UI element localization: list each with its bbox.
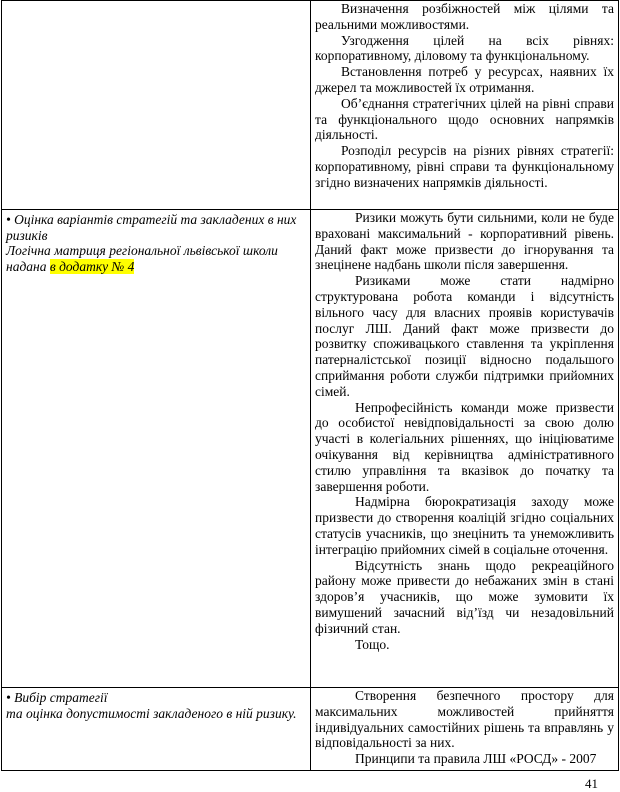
paragraph: Визначення розбіжностей між цілями та реальними можливостями. — [315, 1, 614, 32]
paragraph: Тощо. — [355, 636, 390, 652]
paragraph: Розподіл ресурсів на різних рівнях стратегії: корпоративному, рівні справи та функціональному згідно визначених напрямків діяльності. — [315, 143, 614, 190]
bullet-item — [6, 212, 306, 243]
bullet-icon: • — [6, 212, 11, 227]
table-row — [2, 688, 619, 771]
right-cell — [311, 210, 619, 688]
table-row — [2, 1, 619, 210]
item-heading: Вибір стратегії — [14, 690, 108, 705]
table-row — [2, 210, 619, 688]
paragraph: Створення безпечного простору для максимальних можливостей прийняття індивідуальних самостійних рішень та вправлянь у відповідальності за них. — [315, 688, 614, 751]
paragraph: Ризики можуть бути сильними, коли не буде враховані максимальний - корпоративний рівень. Даний факт може призвести до ігнорування та знецінене надбань школи після завершення. — [315, 210, 614, 273]
left-cell — [2, 688, 311, 771]
appendix-reference-highlight: в додатку № 4 — [49, 258, 135, 274]
paragraph: Ризиками може стати надмірно структурована робота команди і відсутність вільного часу для власних проявів користувачів послуг ЛШ. Даний факт може призвести до розвитку споживацького ставлення та укріплення патерналістської позиції відносно подальшого сприймання роботи служби підтримки прийомних сімей. — [315, 273, 614, 399]
paragraph: Об’єднання стратегічних цілей на рівні справи та функціонального щодо основних напрямків діяльності. — [315, 95, 614, 143]
paragraph: Принципи та правила ЛШ «РОСД» - 2007 — [355, 751, 597, 767]
item-text-main: Логічна матриця регіональної львівської школи надана — [6, 243, 278, 274]
item-heading: Оцінка варіантів стратегій та закладених в них ризиків — [6, 212, 297, 243]
paragraph: Узгодження цілей на всіх рівнях: корпоративному, діловому та функціональному. — [315, 32, 614, 64]
item-text — [6, 243, 306, 274]
item-text: та оцінка допустимості закладеного в ній ризику. — [6, 705, 297, 721]
paragraph: Відсутність знань щодо рекреаційного району може привести до небажаних змін в стані здоров’я учасників, що може зумовити їх вимушений зачасний від’їзд чи незадовільний фізичний стан. — [315, 557, 614, 636]
left-cell — [2, 1, 311, 210]
document-table — [1, 0, 619, 771]
paragraph: Непрофесійність команди може призвести до особистої невідповідальності за свою долю участі в колегіальних рішеннях, що ініціюватиме очікування від керівництва адміністративного стилю управління та вказівок до початку та завершення роботи. — [315, 399, 614, 494]
right-cell — [311, 1, 619, 210]
paragraph: Надмірна бюрократизація заходу може призвести до створення коаліцій згідно соціальних статусів учасників, що знецінить та унеможливить інтеграцію прийомних сімей в соціальне оточення. — [315, 494, 614, 557]
page-number: 41 — [585, 776, 598, 791]
bullet-icon: • — [6, 690, 11, 705]
right-cell — [311, 688, 619, 771]
left-cell — [2, 210, 311, 688]
paragraph: Встановлення потреб у ресурсах, наявних їх джерел та можливостей їх отримання. — [315, 64, 614, 95]
bullet-item — [6, 690, 306, 706]
